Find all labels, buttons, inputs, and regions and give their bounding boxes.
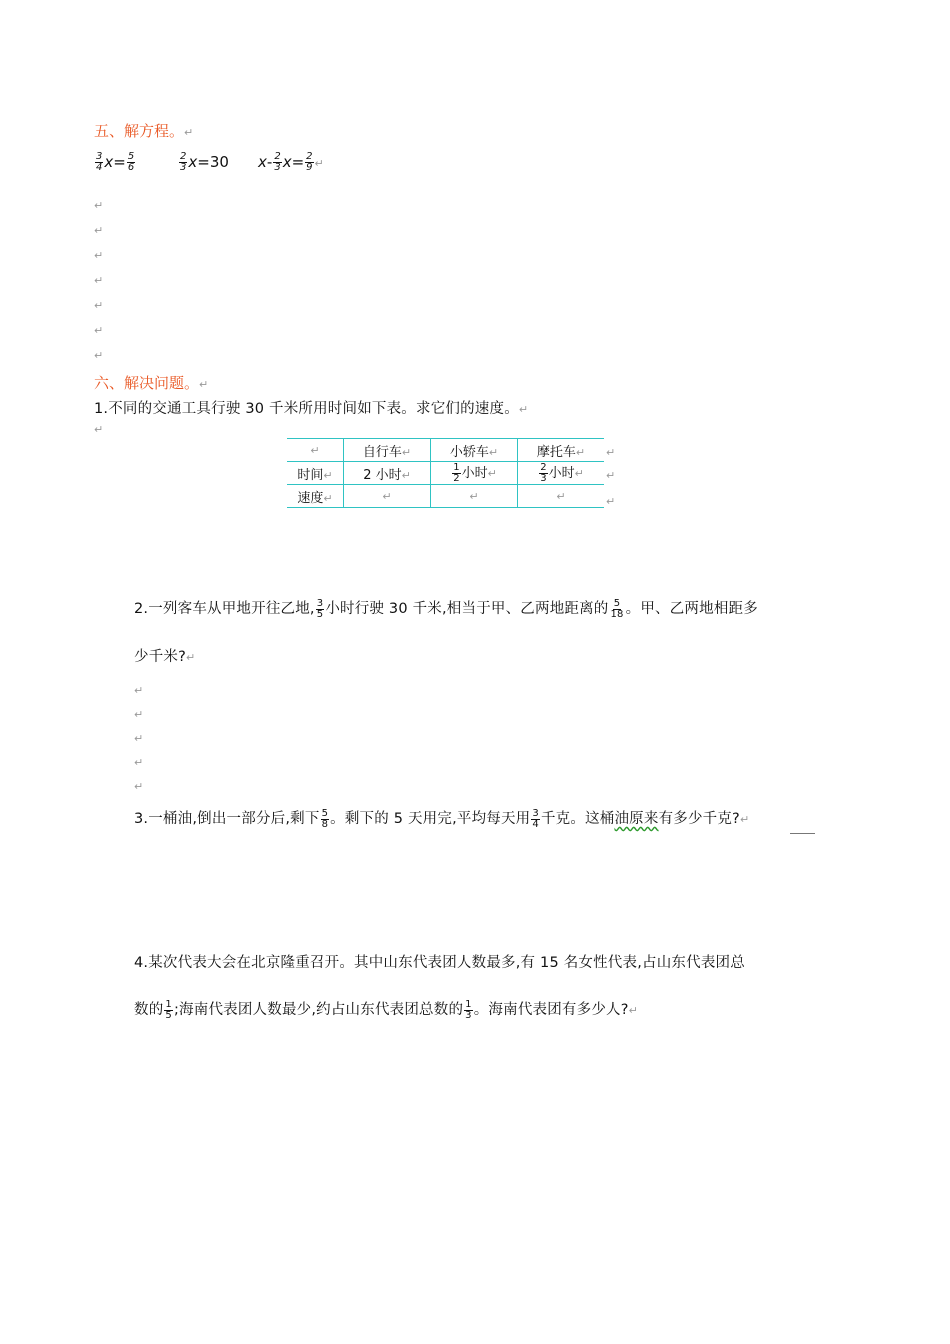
question-2-line-1 [134, 597, 758, 620]
fraction [316, 599, 325, 620]
numerator: 1 [465, 998, 472, 1010]
paragraph-mark: ↵ [94, 299, 104, 312]
numerator: 5 [127, 151, 135, 162]
fraction [127, 152, 135, 173]
paragraph-mark: ↵ [94, 199, 104, 212]
question-4-text: 。海南代表团有多少人? [473, 1002, 629, 1018]
question-4-text: 4.某次代表大会在北京隆重召开。其中山东代表团人数最多,有 15 名女性代表,占山东代表团总 [134, 955, 745, 971]
paragraph-mark: ↵ [606, 446, 616, 459]
question-4-text: ;海南代表团人数最少,约占山东代表团总数的 [173, 1002, 464, 1018]
question-2-text: 少千米? [134, 649, 186, 665]
denominator: 18 [610, 608, 624, 620]
numerator: 3 [96, 151, 103, 162]
numerator: 3 [316, 597, 324, 609]
question-1 [94, 397, 528, 418]
table-cell [431, 462, 518, 485]
fraction [531, 809, 540, 830]
question-4-line-2 [134, 998, 638, 1021]
fraction [179, 152, 187, 173]
numerator: 1 [165, 998, 172, 1010]
question-3-text: 有多少千克? [658, 811, 740, 827]
fraction [164, 1000, 173, 1021]
paragraph-mark: ↵ [518, 403, 529, 416]
fraction [273, 152, 281, 173]
question-2-line-2 [134, 645, 195, 666]
operator: - [266, 153, 273, 171]
question-1-text: 1.不同的交通工具行驶 30 千米所用时间如下表。求它们的速度。 [94, 401, 519, 417]
fraction [95, 152, 103, 173]
question-3-text: 千克。这桶 [540, 811, 615, 827]
table-cell [344, 439, 431, 462]
time-bike: 2 小时 [363, 467, 402, 483]
paragraph-mark: ↵ [382, 489, 392, 503]
table-cell [287, 485, 344, 508]
header-motorcycle: 摩托车 [536, 444, 576, 460]
denominator: 3 [180, 162, 187, 173]
table-row-speed [287, 485, 604, 508]
fraction [464, 1000, 473, 1021]
paragraph-mark: ↵ [606, 495, 616, 508]
table-cell [431, 485, 518, 508]
question-3 [134, 807, 749, 830]
numerator: 1 [453, 462, 460, 473]
paragraph-mark: ↵ [606, 469, 616, 482]
variable: x [258, 153, 267, 171]
question-2-text: 小时行驶 30 千米,相当于甲、乙两地距离的 [325, 601, 609, 617]
table-cell [344, 462, 431, 485]
paragraph-mark: ↵ [310, 443, 320, 457]
fraction [539, 463, 547, 484]
row-label-time: 时间 [297, 467, 324, 483]
paragraph-mark: ↵ [323, 468, 333, 482]
question-2-text: 。甲、乙两地相距多 [625, 601, 758, 617]
table-cell [287, 439, 344, 462]
paragraph-mark: ↵ [186, 651, 196, 664]
time-unit: 小时 [548, 466, 575, 481]
denominator: 3 [274, 162, 281, 173]
spellcheck-underlined-text: 油原来 [614, 811, 659, 827]
numerator: 2 [274, 151, 281, 162]
paragraph-mark: ↵ [94, 349, 104, 362]
numerator: 2 [180, 151, 187, 162]
equation-2 [178, 152, 229, 173]
section-6-title-text: 六、解决问题。 [94, 374, 200, 392]
paragraph-mark: ↵ [94, 249, 104, 262]
denominator: 4 [532, 818, 539, 830]
paragraph-mark: ↵ [628, 1004, 639, 1017]
question-4-line-1 [134, 951, 745, 972]
variable: x [104, 153, 114, 171]
section-6-title [94, 372, 208, 393]
table-cell [431, 439, 518, 462]
paragraph-mark: ↵ [199, 378, 209, 391]
paragraph-mark: ↵ [94, 274, 104, 287]
fraction [305, 152, 313, 173]
paragraph-mark: ↵ [739, 813, 750, 826]
denominator: 3 [540, 473, 547, 484]
header-car: 小轿车 [449, 444, 489, 460]
fraction [321, 809, 330, 830]
paragraph-mark: ↵ [323, 491, 333, 505]
numerator: 3 [532, 807, 539, 819]
margin-rule [790, 833, 815, 834]
paragraph-mark: ↵ [94, 224, 104, 237]
paragraph-mark: ↵ [487, 467, 497, 480]
section-5-title [94, 120, 193, 141]
denominator: 5 [316, 608, 324, 620]
paragraph-mark: ↵ [134, 756, 144, 769]
right-hand-side: =30 [197, 153, 229, 171]
denominator: 3 [465, 1009, 472, 1021]
denominator: 8 [321, 818, 329, 830]
paragraph-mark: ↵ [488, 445, 499, 459]
fraction [452, 463, 460, 484]
equation-3 [258, 152, 324, 173]
table-cell [518, 462, 605, 485]
table-cell [518, 439, 605, 462]
table-cell [344, 485, 431, 508]
paragraph-mark: ↵ [469, 489, 479, 503]
variable: x [188, 153, 198, 171]
paragraph-mark: ↵ [134, 780, 144, 793]
paragraph-mark: ↵ [134, 708, 144, 721]
table-row-time [287, 462, 604, 485]
table-header-row [287, 439, 604, 462]
question-4-text: 数的 [134, 1002, 164, 1018]
paragraph-mark: ↵ [574, 467, 584, 480]
denominator: 2 [453, 473, 460, 484]
variable: x [282, 153, 292, 171]
operator: = [291, 153, 305, 171]
numerator: 2 [540, 462, 547, 473]
operator: = [113, 153, 126, 171]
paragraph-mark: ↵ [314, 157, 324, 170]
paragraph-mark: ↵ [94, 423, 104, 436]
row-label-speed: 速度 [297, 490, 324, 506]
paragraph-mark: ↵ [184, 126, 194, 139]
denominator: 9 [306, 162, 313, 173]
section-5-title-text: 五、解方程。 [94, 122, 185, 140]
paragraph-mark: ↵ [94, 324, 104, 337]
equation-1 [94, 152, 136, 173]
fraction [610, 599, 625, 620]
table-cell [518, 485, 605, 508]
time-unit: 小时 [461, 466, 488, 481]
paragraph-mark: ↵ [401, 445, 412, 459]
paragraph-mark: ↵ [575, 445, 586, 459]
question-3-text: 。剩下的 5 天用完,平均每天用 [330, 811, 531, 827]
paragraph-mark: ↵ [134, 684, 144, 697]
header-bike: 自行车 [362, 444, 402, 460]
question-3-text: 3.一桶油,倒出一部分后,剩下 [134, 811, 320, 827]
denominator: 5 [165, 1009, 172, 1021]
numerator: 2 [306, 151, 313, 162]
travel-time-table [287, 438, 604, 508]
numerator: 5 [613, 597, 621, 609]
paragraph-mark: ↵ [556, 489, 566, 503]
table-cell [287, 462, 344, 485]
question-2-text: 2.一列客车从甲地开往乙地, [134, 601, 315, 617]
denominator: 4 [96, 162, 103, 173]
paragraph-mark: ↵ [134, 732, 144, 745]
denominator: 6 [127, 162, 135, 173]
paragraph-mark: ↵ [401, 468, 411, 482]
numerator: 5 [321, 807, 329, 819]
